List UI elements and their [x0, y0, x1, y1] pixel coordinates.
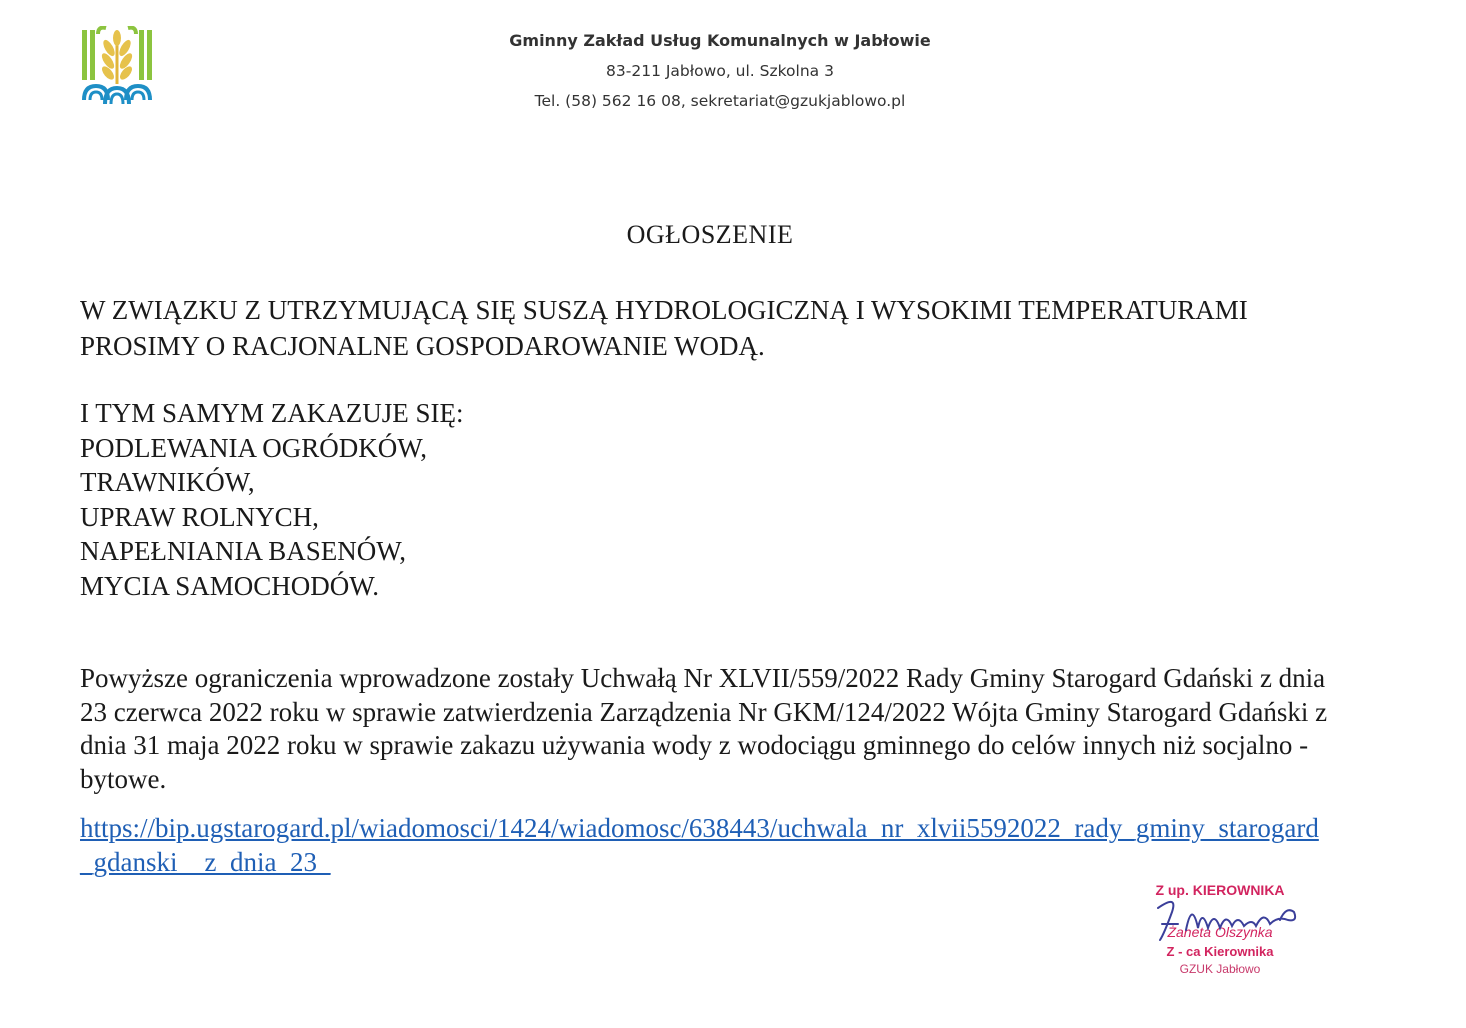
legal-basis-paragraph: Powyższe ograniczenia wprowadzone zostały Uchwałą Nr XLVII/559/2022 Rady Gminy Starogard Gdański z dnia 23 czerwca 2022 roku w sprawie zatwierdzenia Zarządzenia Nr GKM/124/2022 Wójta Gminy Starogard Gdański z dnia 31 maja 2022 roku w sprawie zakazu używania wody z wodociągu gminnego do celów innych niż socjalno - bytowe.: [80, 663, 1328, 794]
list-item: NAPEŁNIANIA BASENÓW,: [80, 536, 407, 566]
stamp-role: Z - ca Kierownika: [1166, 944, 1274, 959]
prohibitions-list: [80, 396, 464, 603]
announcement-title: OGŁOSZENIE: [626, 220, 794, 249]
organization-name: Gminny Zakład Usług Komunalnych w Jabłowie: [509, 31, 931, 50]
stamp-name: Żaneta Olszynka: [1167, 924, 1273, 940]
letterhead: [460, 26, 980, 116]
organization-contact: Tel. (58) 562 16 08, sekretariat@gzukjablowo.pl: [534, 92, 906, 110]
organization-address: 83-211 Jabłowo, ul. Szkolna 3: [606, 62, 834, 80]
list-item: PODLEWANIA OGRÓDKÓW,: [80, 432, 427, 463]
announcement-intro: W ZWIĄZKU Z UTRZYMUJĄCĄ SIĘ SUSZĄ HYDROLOGICZNĄ I WYSOKIMI TEMPERATURAMI PROSIMY O RACJONALNE GOSPODAROWANIE WODĄ.: [80, 295, 1248, 361]
stamp-unit: GZUK Jabłowo: [1179, 962, 1261, 976]
wheat-wave-logo-icon: [80, 26, 154, 110]
list-item: TRAWNIKÓW,: [80, 467, 255, 497]
official-stamp: [1130, 880, 1310, 985]
organization-logo: [80, 26, 154, 110]
list-item: MYCIA SAMOCHODÓW.: [80, 570, 380, 601]
list-item: UPRAW ROLNYCH,: [80, 501, 319, 532]
stamp-authorization: Z up. KIEROWNIKA: [1155, 882, 1285, 898]
prohibitions-heading: I TYM SAMYM ZAKAZUJE SIĘ:: [80, 398, 464, 428]
resolution-link[interactable]: https://bip.ugstarogard.pl/wiadomosci/1424/wiadomosc/638443/uchwala_nr_xlvii5592022_rady_gminy_starogard_gdanski__z_dnia_23_: [80, 813, 1319, 877]
